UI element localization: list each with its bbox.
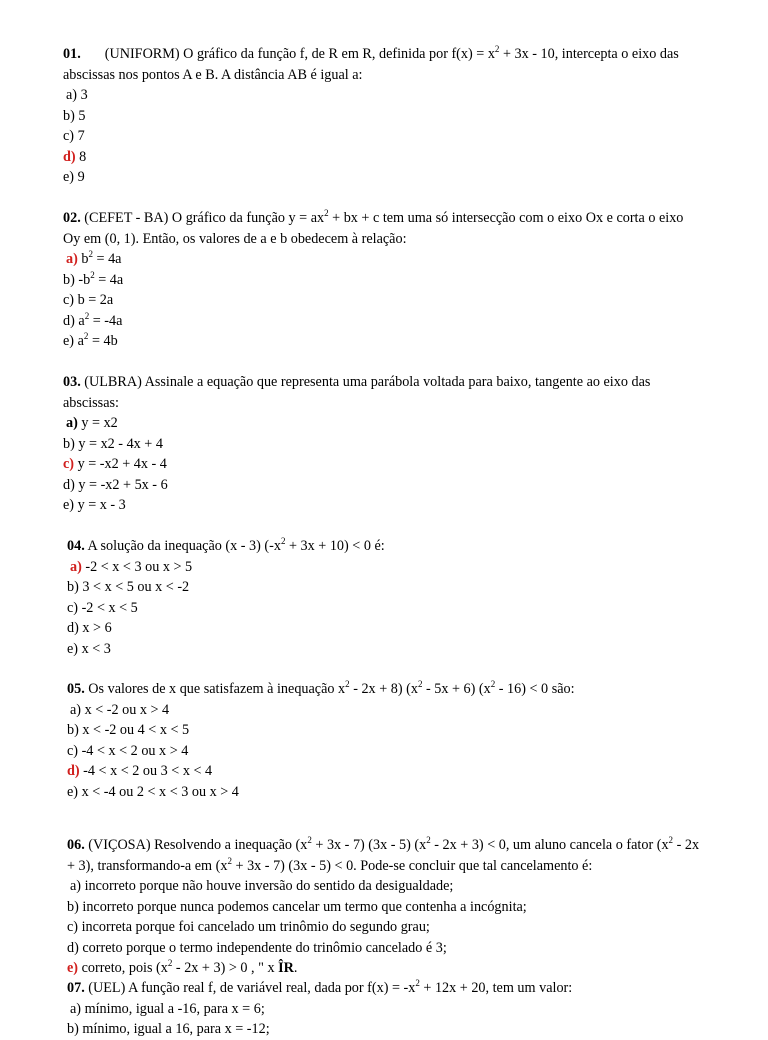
option-letter: b) xyxy=(67,722,79,738)
option-text: $-b^2 = 4a$ xyxy=(78,269,124,288)
option-e xyxy=(63,495,703,516)
option-text: y = -x2 + 5x - 6 xyxy=(78,476,168,493)
option-letter: e) xyxy=(63,333,75,349)
question-text: Os valores de x que satisfazem à inequação $x^2 - 2x + 8$) $(x^2 - 5x + 6)$ $(x^2 - 16) < 0$ são: xyxy=(88,679,575,697)
option-letter: c) xyxy=(63,128,75,144)
option-letter: a) xyxy=(66,251,78,267)
option-d xyxy=(63,147,703,168)
question-number: 02. xyxy=(63,210,81,226)
option-e xyxy=(67,958,707,979)
question-number: 07. xyxy=(67,980,85,996)
option-b xyxy=(67,577,707,598)
option-b xyxy=(67,1019,707,1040)
option-d xyxy=(67,761,707,782)
option-text: 9 xyxy=(77,169,85,185)
option-d xyxy=(67,618,707,639)
option-letter: d) xyxy=(63,312,75,329)
option-letter: a) xyxy=(70,878,82,894)
question-stem xyxy=(63,44,703,85)
option-d xyxy=(67,938,707,959)
option-b xyxy=(67,897,707,918)
option-text: incorreta porque foi cancelado um trinômio do segundo grau; xyxy=(81,919,430,935)
question-source: (CEFET - BA) xyxy=(84,210,169,226)
option-text: y = x2 xyxy=(81,415,118,431)
option-text: correto, pois $(x^2 - 2x + 3) > 0$ , " x ÎR. xyxy=(81,958,298,976)
option-letter: c) xyxy=(63,292,75,308)
option-letter: c) xyxy=(63,456,75,472)
question-number: 05. xyxy=(67,681,85,697)
option-text: x > 6 xyxy=(82,620,112,636)
option-letter: e) xyxy=(63,169,75,185)
option-letter: d) xyxy=(67,620,79,636)
option-text: x < -2 ou x > 4 xyxy=(84,701,170,718)
option-letter: c) xyxy=(67,599,79,616)
option-letter: b) xyxy=(63,107,75,124)
option-b xyxy=(63,270,703,291)
option-letter: a) xyxy=(66,415,78,431)
question-stem xyxy=(63,372,703,413)
option-text: -4 < x < 2 ou x > 4 xyxy=(81,742,189,759)
option-text: -4 < x < 2 ou 3 < x < 4 xyxy=(83,763,213,779)
option-text: -2 < x < 3 ou x > 5 xyxy=(85,558,193,575)
option-text: x < -2 ou 4 < x < 5 xyxy=(82,722,190,738)
question-source: (UNIFORM) xyxy=(104,46,180,62)
option-a xyxy=(63,413,703,434)
option-b xyxy=(63,434,703,455)
option-d xyxy=(63,311,703,332)
question-1 xyxy=(63,44,703,188)
option-letter: d) xyxy=(63,148,76,165)
option-letter: d) xyxy=(67,763,80,779)
option-c xyxy=(63,126,703,147)
question-source: (UEL) xyxy=(88,980,126,996)
question-text: Resolvendo a inequação $(x^2 + 3x - 7)$ (3x - 5) $(x^2 - 2x + 3) < 0$, um aluno cancela o fator $(x^2 - 2x + 3)$, transformando-a em $(x^2 + 3x - 7)$ (3x - 5) < 0. Pode-se concluir que tal cancelamento é: xyxy=(67,835,700,874)
option-e xyxy=(67,782,707,803)
option-text: 3 xyxy=(80,87,88,103)
question-text: A função real f, de variável real, dada por $f(x) = -x^2 + 12x + 20$, tem um valor: xyxy=(128,978,573,996)
question-number: 04. xyxy=(67,538,85,554)
option-text: incorreto porque não houve inversão do sentido da desigualdade; xyxy=(84,878,454,894)
option-c xyxy=(63,454,703,475)
option-letter: a) xyxy=(66,87,78,103)
option-text: -2 < x < 5 xyxy=(81,599,138,616)
option-letter: b) xyxy=(63,271,75,288)
option-b xyxy=(63,106,703,127)
option-letter: c) xyxy=(67,742,79,759)
option-d xyxy=(63,475,703,496)
option-letter: e) xyxy=(63,497,75,513)
question-stem xyxy=(67,536,707,557)
question-source: (VIÇOSA) xyxy=(88,837,151,853)
question-stem xyxy=(67,835,707,876)
option-letter: e) xyxy=(67,960,79,976)
question-6 xyxy=(67,835,707,979)
option-text: y = x - 3 xyxy=(77,497,126,513)
option-c xyxy=(63,290,703,311)
option-text: b = 2a xyxy=(77,292,114,308)
option-text: 7 xyxy=(77,128,85,144)
option-text: 5 xyxy=(78,107,86,124)
option-text: $a^2 = -4a$ xyxy=(78,310,123,329)
option-text: 3 < x < 5 ou x < -2 xyxy=(82,579,190,595)
option-b xyxy=(67,720,707,741)
option-letter: a) xyxy=(70,701,82,718)
question-stem xyxy=(67,679,707,700)
option-letter: e) xyxy=(67,783,79,800)
option-letter: e) xyxy=(67,640,79,657)
question-7 xyxy=(67,978,707,1040)
option-a xyxy=(63,85,703,106)
option-letter: b) xyxy=(67,898,79,915)
option-text: $a^2 = 4b$ xyxy=(77,331,118,349)
option-text: y = -x2 + 4x - 4 xyxy=(77,456,167,472)
question-number: 03. xyxy=(63,374,81,390)
option-text: mínimo, igual a 16, para x = -12; xyxy=(82,1021,270,1037)
question-text: O gráfico da função f, de R em R, definida por $f(x) = x^2 + 3x - 10$, intercepta o eixo das abscissas nos pontos A e B. A distância AB é igual a: xyxy=(63,44,679,83)
option-text: x < -4 ou 2 < x < 3 ou x > 4 xyxy=(81,783,239,800)
option-text: correto porque o termo independente do trinômio cancelado é 3; xyxy=(82,939,447,956)
option-letter: b) xyxy=(67,579,79,595)
option-a xyxy=(67,557,707,578)
option-letter: d) xyxy=(67,939,79,956)
question-5 xyxy=(67,679,707,802)
option-text: x < 3 xyxy=(81,640,111,657)
question-text: A solução da inequação (x - 3) $(-x^2 + 3x + 10) < 0$ é: xyxy=(87,536,385,554)
option-text: 8 xyxy=(79,148,87,165)
option-c xyxy=(67,741,707,762)
option-letter: b) xyxy=(63,435,75,452)
option-a xyxy=(63,249,703,270)
option-a xyxy=(67,700,707,721)
question-3 xyxy=(63,372,703,516)
option-text: incorreto porque nunca podemos cancelar um termo que contenha a incógnita; xyxy=(82,898,527,915)
option-e xyxy=(63,167,703,188)
question-text: Assinale a equação que representa uma parábola voltada para baixo, tangente ao eixo das abscissas: xyxy=(63,374,651,411)
option-letter: d) xyxy=(63,476,75,493)
option-letter: c) xyxy=(67,919,79,935)
option-text: y = x2 - 4x + 4 xyxy=(78,435,163,452)
option-e xyxy=(67,639,707,660)
question-stem xyxy=(67,978,707,999)
option-letter: a) xyxy=(70,558,82,575)
question-number: 01. xyxy=(63,46,81,62)
question-stem xyxy=(63,208,703,249)
question-text: O gráfico da função $y = ax^2$ + bx + c tem uma só intersecção com o eixo Ox e corta o eixo Oy em (0, 1). Então, os valores de a e b obedecem à relação: xyxy=(63,208,684,247)
option-a xyxy=(67,999,707,1020)
option-c xyxy=(67,598,707,619)
option-text: $b^2 = 4a$ xyxy=(81,249,122,267)
option-a xyxy=(67,876,707,897)
question-number: 06. xyxy=(67,837,85,853)
question-2 xyxy=(63,208,703,352)
option-letter: b) xyxy=(67,1021,79,1037)
option-letter: a) xyxy=(70,1000,82,1017)
option-c xyxy=(67,917,707,938)
question-4 xyxy=(67,536,707,659)
option-text: mínimo, igual a -16, para x = 6; xyxy=(84,1000,265,1017)
question-source: (ULBRA) xyxy=(84,374,142,390)
option-e xyxy=(63,331,703,352)
